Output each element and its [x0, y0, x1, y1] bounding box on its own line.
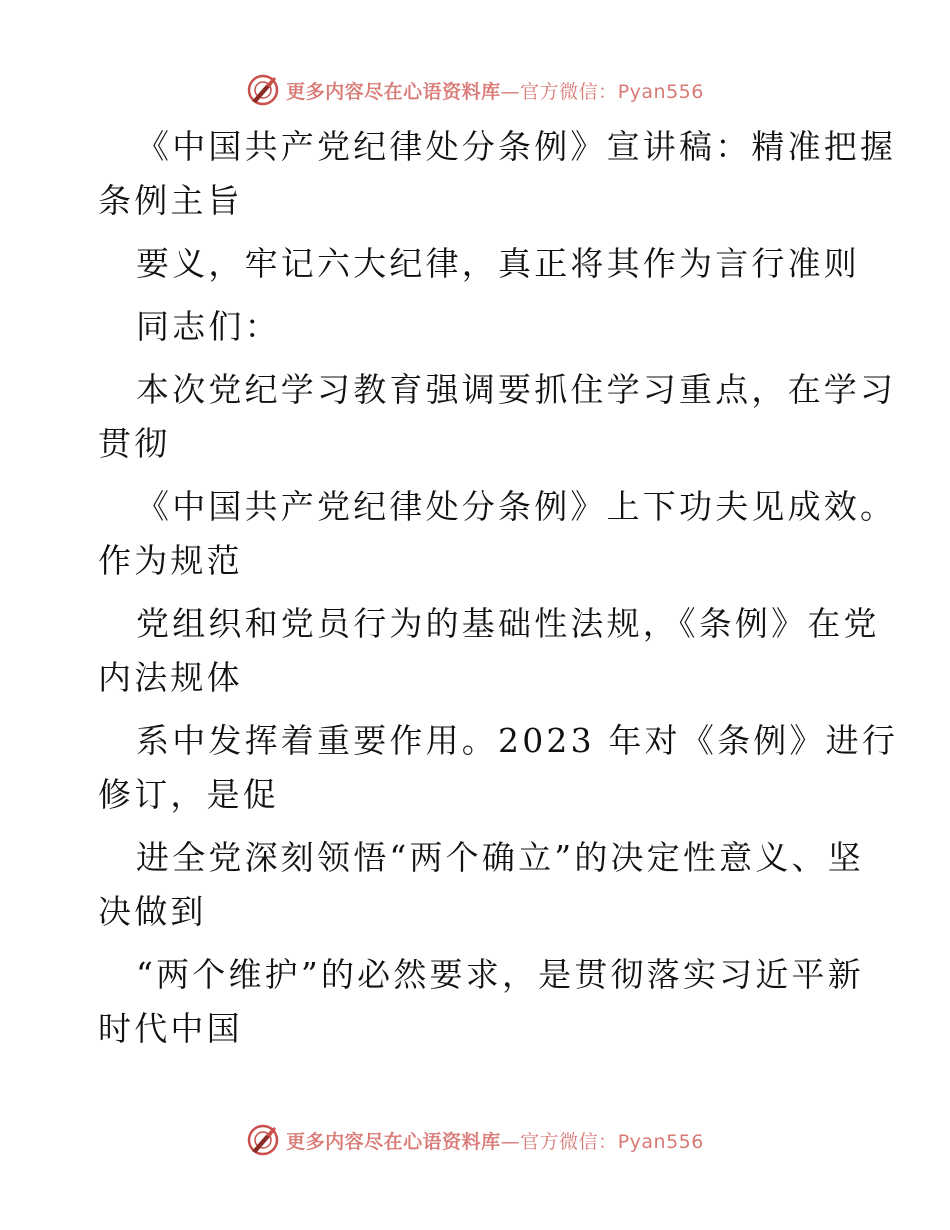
watermark-dash: — [500, 1130, 521, 1153]
paragraph-line: 修订，是促 [98, 775, 279, 814]
title-line-3: 要义，牢记六大纪律，真正将其作为言行准则 [136, 244, 860, 283]
brand-logo-icon [246, 1123, 280, 1157]
watermark-text [286, 77, 704, 104]
watermark-id: Pyan556 [617, 1130, 704, 1153]
brand-logo-icon [246, 73, 280, 107]
paragraph-line: “两个维护”的必然要求，是贯彻落实习近平新 [136, 955, 864, 994]
title-line-2: 条例主旨 [98, 181, 243, 220]
document-body [98, 120, 899, 1056]
footer-watermark [0, 1120, 950, 1160]
paragraph-line: 作为规范 [98, 541, 243, 580]
watermark-brand: 更多内容尽在心语资料库 [286, 80, 501, 103]
watermark-text [286, 1127, 704, 1154]
watermark-label: 官方微信： [520, 80, 618, 103]
paragraph-line: 党组织和党员行为的基础性法规，《条例》在党 [136, 604, 880, 643]
paragraph-line: 进全党深刻领悟“两个确立”的决定性意义、坚 [136, 838, 864, 877]
paragraph-line: 本次党纪学习教育强调要抓住学习重点，在学习 [136, 370, 897, 409]
paragraph-line: 《中国共产党纪律处分条例》上下功夫见成效。 [136, 487, 897, 526]
paragraph-line: 系中发挥着重要作用。2023 年对《条例》进行 [136, 721, 899, 760]
paragraph-line: 决做到 [98, 892, 207, 931]
watermark-id: Pyan556 [617, 80, 704, 103]
watermark-brand: 更多内容尽在心语资料库 [286, 1130, 501, 1153]
watermark-label: 官方微信： [520, 1130, 618, 1153]
salutation: 同志们： [136, 307, 281, 346]
title-line-1: 《中国共产党纪律处分条例》宣讲稿：精准把握 [136, 127, 897, 166]
paragraph-line: 内法规体 [98, 658, 243, 697]
paragraph-line: 时代中国 [98, 1009, 243, 1048]
paragraph-line: 贯彻 [98, 424, 171, 463]
header-watermark [0, 70, 950, 110]
watermark-dash: — [500, 80, 521, 103]
